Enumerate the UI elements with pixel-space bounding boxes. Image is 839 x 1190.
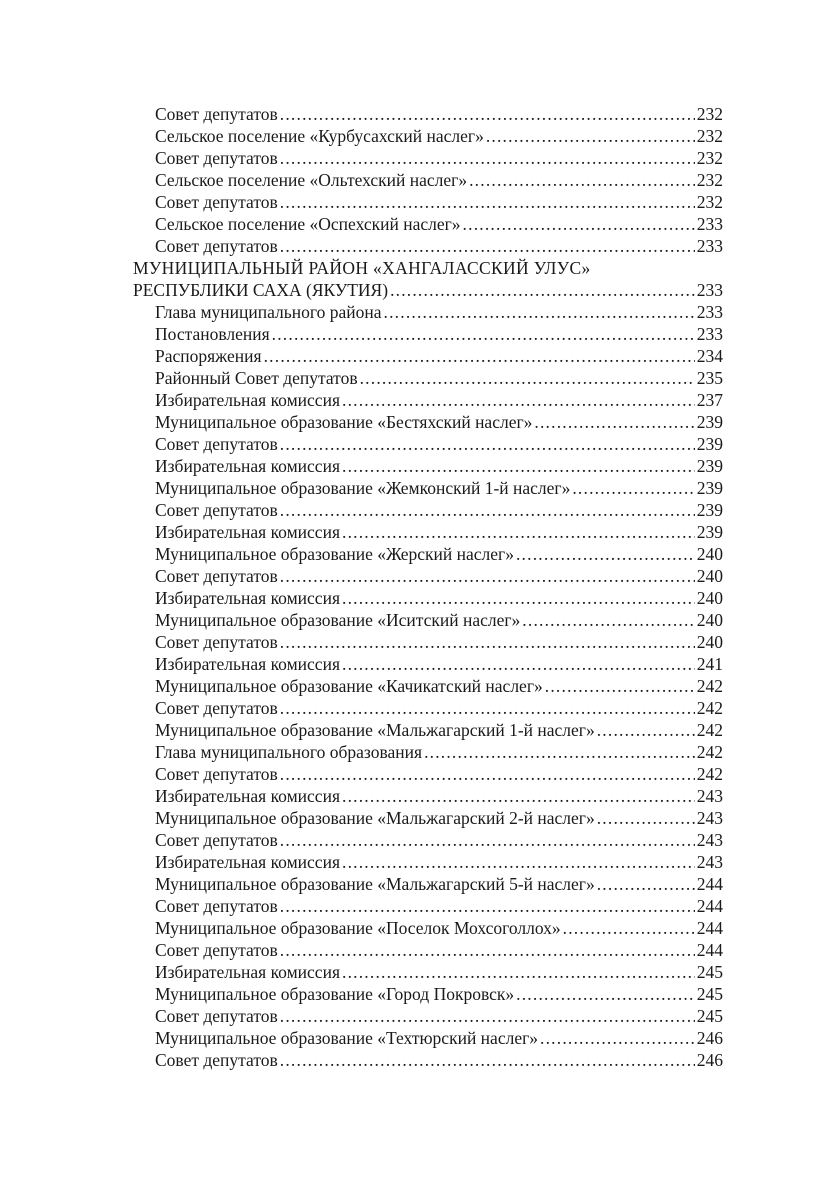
toc-page-number: 237: [696, 390, 723, 410]
toc-entry-title: Совет депутатов: [155, 566, 278, 586]
toc-entry[interactable]: [133, 763, 723, 785]
toc-entry-title: Совет депутатов: [155, 500, 278, 520]
toc-page-number: 242: [696, 698, 723, 718]
toc-section-heading[interactable]: [133, 279, 723, 301]
dot-leader: [342, 455, 695, 477]
dot-leader: [280, 829, 695, 851]
toc-page-number: 240: [696, 610, 723, 630]
dot-leader: [280, 631, 695, 653]
toc-entry-title: Постановления: [155, 324, 270, 344]
toc-entry[interactable]: [133, 169, 723, 191]
toc-page-number: 245: [696, 962, 723, 982]
toc-page-number: 232: [696, 104, 723, 124]
toc-page-number: 242: [696, 720, 723, 740]
dot-leader: [342, 587, 695, 609]
toc-entry[interactable]: [133, 1049, 723, 1071]
toc-entry[interactable]: [133, 785, 723, 807]
toc-page-number: 239: [696, 522, 723, 542]
dot-leader: [342, 653, 695, 675]
toc-entry-title: Муниципальное образование «Мальжагарский 2-й наслег»: [155, 808, 595, 828]
toc-entry-title: Избирательная комиссия: [155, 390, 340, 410]
table-of-contents: [133, 103, 723, 1071]
toc-page-number: 245: [696, 1006, 723, 1026]
toc-entry[interactable]: [133, 477, 723, 499]
toc-page-number: 234: [696, 346, 723, 366]
toc-entry-title: Совет депутатов: [155, 104, 278, 124]
dot-leader: [280, 895, 695, 917]
toc-page-number: 243: [696, 786, 723, 806]
toc-entry[interactable]: [133, 521, 723, 543]
toc-entry[interactable]: [133, 631, 723, 653]
toc-entry-title: Избирательная комиссия: [155, 456, 340, 476]
toc-entry[interactable]: [133, 455, 723, 477]
toc-entry[interactable]: [133, 323, 723, 345]
toc-page-number: 243: [696, 852, 723, 872]
toc-entry-title: Совет депутатов: [155, 192, 278, 212]
toc-page-number: 233: [696, 280, 723, 300]
toc-entry-title: Избирательная комиссия: [155, 852, 340, 872]
dot-leader: [280, 565, 695, 587]
toc-entry[interactable]: [133, 147, 723, 169]
dot-leader: [384, 301, 695, 323]
toc-page-number: 242: [696, 676, 723, 696]
toc-entry-title: Совет депутатов: [155, 1050, 278, 1070]
toc-entry[interactable]: [133, 939, 723, 961]
dot-leader: [545, 675, 695, 697]
toc-entry-title: Сельское поселение «Ольтехский наслег»: [155, 170, 468, 190]
toc-entry[interactable]: [133, 961, 723, 983]
toc-page-number: 235: [696, 368, 723, 388]
toc-entry-title: Совет депутатов: [155, 148, 278, 168]
toc-page-number: 233: [696, 214, 723, 234]
dot-leader: [280, 763, 695, 785]
toc-page-number: 246: [696, 1028, 723, 1048]
dot-leader: [597, 719, 695, 741]
toc-entry-title: Совет депутатов: [155, 940, 278, 960]
dot-leader: [360, 367, 695, 389]
toc-entry-title: Сельское поселение «Курбусахский наслег»: [155, 126, 484, 146]
dot-leader: [272, 323, 695, 345]
toc-entry-title: Муниципальное образование «Город Покровск»: [155, 984, 515, 1004]
toc-entry-title: Совет депутатов: [155, 698, 278, 718]
toc-entry-title: Совет депутатов: [155, 896, 278, 916]
toc-entry[interactable]: [133, 829, 723, 851]
toc-page-number: 244: [696, 896, 723, 916]
toc-entry[interactable]: [133, 411, 723, 433]
dot-leader: [486, 125, 695, 147]
toc-entry-title: Избирательная комиссия: [155, 786, 340, 806]
dot-leader: [342, 851, 695, 873]
dot-leader: [264, 345, 695, 367]
dot-leader: [563, 917, 695, 939]
toc-entry-title: Муниципальное образование «Качикатский наслег»: [155, 676, 543, 696]
toc-entry-title: Избирательная комиссия: [155, 654, 340, 674]
toc-page-number: 240: [696, 588, 723, 608]
dot-leader: [280, 939, 695, 961]
toc-page-number: 240: [696, 544, 723, 564]
dot-leader: [424, 741, 695, 763]
dot-leader: [469, 169, 695, 191]
dot-leader: [280, 191, 695, 213]
toc-entry[interactable]: [133, 213, 723, 235]
dot-leader: [280, 103, 695, 125]
toc-entry-title: Муниципальное образование «Иситский наслег»: [155, 610, 521, 630]
toc-entry[interactable]: [133, 565, 723, 587]
toc-entry[interactable]: [133, 587, 723, 609]
toc-page-number: 240: [696, 632, 723, 652]
dot-leader: [522, 609, 694, 631]
dot-leader: [597, 873, 695, 895]
toc-entry-title: Муниципальное образование «Поселок Мохсоголлох»: [155, 918, 561, 938]
toc-page-number: 232: [696, 148, 723, 168]
dot-leader: [280, 147, 695, 169]
toc-entry-title: Муниципальное образование «Техтюрский наслег»: [155, 1028, 539, 1048]
toc-page-number: 239: [696, 500, 723, 520]
toc-entry[interactable]: [133, 851, 723, 873]
toc-entry[interactable]: [133, 235, 723, 257]
toc-page-number: 242: [696, 742, 723, 762]
toc-page-number: 246: [696, 1050, 723, 1070]
toc-entry-title: Сельское поселение «Оспехский наслег»: [155, 214, 461, 234]
toc-entry-title: РЕСПУБЛИКИ САХА (ЯКУТИЯ): [133, 280, 389, 300]
toc-entry[interactable]: [133, 807, 723, 829]
toc-page-number: 243: [696, 830, 723, 850]
dot-leader: [342, 389, 695, 411]
toc-entry-title: Муниципальное образование «Жерский наслег»: [155, 544, 514, 564]
toc-entry-title: Избирательная комиссия: [155, 522, 340, 542]
dot-leader: [342, 785, 695, 807]
toc-entry[interactable]: [133, 917, 723, 939]
toc-entry[interactable]: [133, 675, 723, 697]
dot-leader: [516, 983, 695, 1005]
toc-entry-title: Глава муниципального района: [155, 302, 382, 322]
toc-entry-title: Избирательная комиссия: [155, 962, 340, 982]
toc-entry[interactable]: [133, 1005, 723, 1027]
toc-entry[interactable]: [133, 741, 723, 763]
dot-leader: [540, 1027, 695, 1049]
toc-page-number: 241: [696, 654, 723, 674]
dot-leader: [463, 213, 695, 235]
toc-page-number: 239: [696, 412, 723, 432]
dot-leader: [516, 543, 695, 565]
toc-entry[interactable]: [133, 697, 723, 719]
toc-entry[interactable]: [133, 345, 723, 367]
toc-entry-title: Распоряжения: [155, 346, 262, 366]
toc-entry[interactable]: [133, 499, 723, 521]
toc-entry[interactable]: [133, 873, 723, 895]
toc-entry-title: Избирательная комиссия: [155, 588, 340, 608]
dot-leader: [280, 499, 695, 521]
toc-entry[interactable]: [133, 1027, 723, 1049]
toc-page-number: 244: [696, 874, 723, 894]
toc-page-number: 242: [696, 764, 723, 784]
toc-page-number: 244: [696, 940, 723, 960]
toc-page-number: 232: [696, 126, 723, 146]
toc-page-number: 243: [696, 808, 723, 828]
toc-page-number: 240: [696, 566, 723, 586]
toc-entry-title: Муниципальное образование «Жемконский 1-й наслег»: [155, 478, 571, 498]
toc-entry-title: Муниципальное образование «Мальжагарский 1-й наслег»: [155, 720, 595, 740]
dot-leader: [342, 521, 695, 543]
dot-leader: [597, 807, 695, 829]
toc-entry[interactable]: [133, 719, 723, 741]
toc-page-number: 233: [696, 236, 723, 256]
toc-page-number: 233: [696, 302, 723, 322]
toc-entry-title: Муниципальное образование «Мальжагарский 5-й наслег»: [155, 874, 595, 894]
dot-leader: [390, 279, 695, 301]
toc-entry-title: Районный Совет депутатов: [155, 368, 358, 388]
dot-leader: [342, 961, 695, 983]
toc-entry[interactable]: [133, 389, 723, 411]
dot-leader: [572, 477, 694, 499]
toc-page-number: 239: [696, 478, 723, 498]
toc-page-number: 233: [696, 324, 723, 344]
toc-entry[interactable]: [133, 609, 723, 631]
toc-entry[interactable]: [133, 191, 723, 213]
toc-entry-title: Совет депутатов: [155, 632, 278, 652]
toc-entry[interactable]: [133, 433, 723, 455]
toc-entry[interactable]: [133, 103, 723, 125]
toc-entry[interactable]: [133, 983, 723, 1005]
toc-page-number: 239: [696, 456, 723, 476]
toc-entry-title: Совет депутатов: [155, 236, 278, 256]
toc-section-heading[interactable]: [133, 257, 723, 279]
toc-page-number: 244: [696, 918, 723, 938]
toc-entry[interactable]: [133, 125, 723, 147]
toc-page-number: 232: [696, 170, 723, 190]
toc-entry-title: Глава муниципального образования: [155, 742, 423, 762]
toc-page-number: 239: [696, 434, 723, 454]
toc-entry[interactable]: [133, 301, 723, 323]
toc-entry-title: Совет депутатов: [155, 764, 278, 784]
toc-entry-title: Муниципальное образование «Бестяхский наслег»: [155, 412, 533, 432]
toc-entry[interactable]: [133, 895, 723, 917]
toc-entry-title: Совет депутатов: [155, 830, 278, 850]
dot-leader: [280, 433, 695, 455]
dot-leader: [280, 697, 695, 719]
toc-page-number: 232: [696, 192, 723, 212]
toc-page-number: 245: [696, 984, 723, 1004]
toc-entry-title: Совет депутатов: [155, 1006, 278, 1026]
dot-leader: [280, 1049, 695, 1071]
toc-entry[interactable]: [133, 543, 723, 565]
toc-entry-title: МУНИЦИПАЛЬНЫЙ РАЙОН «ХАНГАЛАССКИЙ УЛУС»: [133, 258, 591, 278]
toc-entry[interactable]: [133, 367, 723, 389]
toc-entry-title: Совет депутатов: [155, 434, 278, 454]
toc-entry[interactable]: [133, 653, 723, 675]
dot-leader: [534, 411, 694, 433]
dot-leader: [280, 1005, 695, 1027]
dot-leader: [280, 235, 695, 257]
